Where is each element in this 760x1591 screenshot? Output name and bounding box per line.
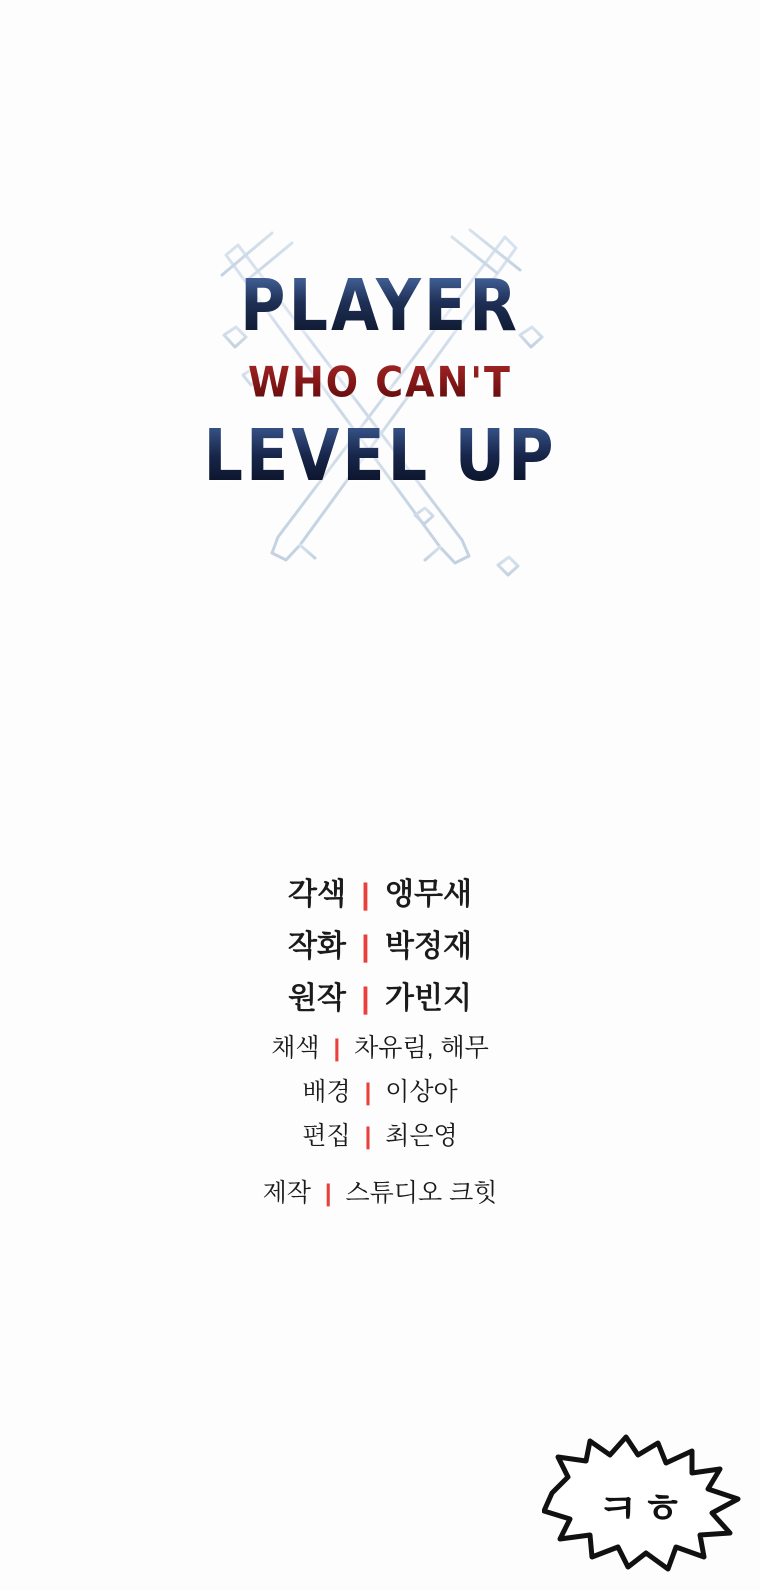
credit-separator: | (361, 930, 370, 963)
credit-name: 차유림, 해무 (354, 1034, 489, 1062)
title-logo (0, 215, 760, 615)
credit-row (0, 880, 760, 910)
credit-row (0, 1036, 760, 1061)
credit-name: 박정재 (385, 930, 472, 963)
title-line-who-cant: WHO CAN'T (0, 361, 760, 403)
credit-separator: | (324, 1180, 332, 1207)
credit-row (0, 984, 760, 1014)
credit-role: 편집 (302, 1122, 351, 1150)
credit-role: 원작 (287, 982, 346, 1015)
credit-separator: | (333, 1035, 341, 1062)
credit-separator: | (364, 1079, 372, 1106)
credit-name: 스튜디오 크힛 (345, 1179, 498, 1207)
credit-separator: | (364, 1123, 372, 1150)
title-line-player: PLAYER (0, 270, 760, 341)
studio-burst-label: ㅋㅎ (597, 1484, 687, 1533)
credit-name: 가빈지 (385, 982, 472, 1015)
credits-block (0, 880, 760, 1206)
credit-separator: | (361, 878, 370, 911)
credit-role: 작화 (287, 930, 346, 963)
title-line-level-up: LEVEL UP (0, 420, 760, 491)
credit-role: 배경 (302, 1078, 351, 1106)
credit-name: 최은영 (385, 1122, 458, 1150)
credit-name: 앵무새 (385, 878, 472, 911)
credit-row (0, 1124, 760, 1149)
title-text-stack (0, 215, 760, 498)
credit-role: 채색 (271, 1034, 320, 1062)
credit-role: 각색 (287, 878, 346, 911)
credit-separator: | (361, 982, 370, 1015)
credit-name: 이상아 (385, 1078, 458, 1106)
studio-burst-logo (542, 1433, 742, 1573)
credit-row (0, 1080, 760, 1105)
credit-role: 제작 (262, 1179, 311, 1207)
credit-row-studio (0, 1181, 760, 1206)
credit-row (0, 932, 760, 962)
